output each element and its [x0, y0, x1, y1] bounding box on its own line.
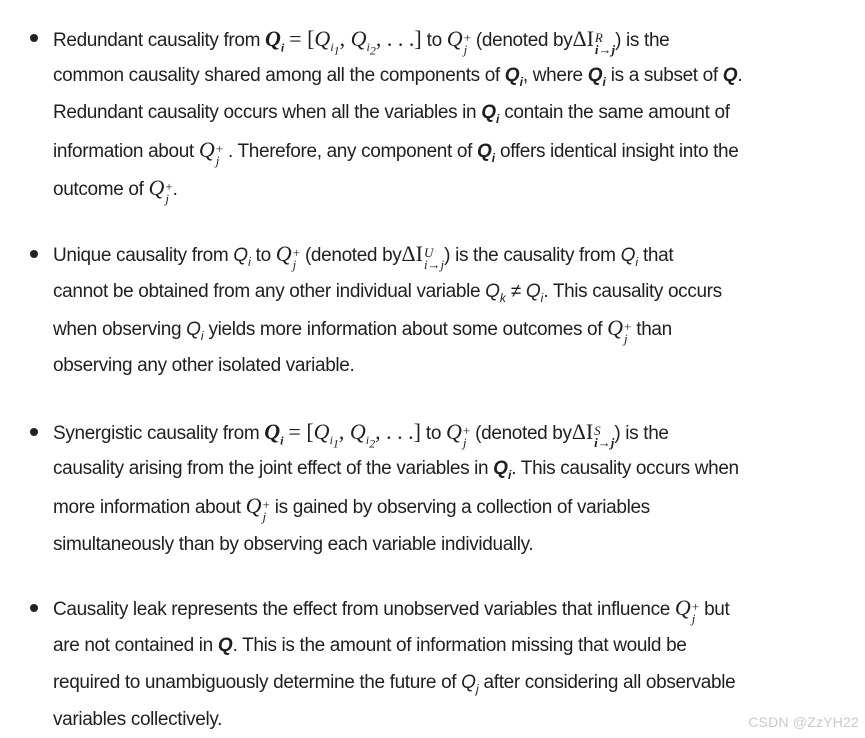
math-symbol: $Q_i$: [265, 26, 285, 55]
text-span: Redundant causality from: [53, 30, 261, 51]
text-line: causality arising from the joint effect of the variables in $Q_i$. This causality occurs when: [53, 458, 739, 482]
text-line: outcome of Q + j .: [53, 175, 178, 206]
text-line: Synergistic causality from $Q_i = [Q_{i_1}$, $Q_{i_2}$, . . .] to Q + j (denoted byΔI S i→j ) is the: [53, 419, 669, 451]
text-line: required to unambiguously determine the future of $Q_j$ after considering all observable: [53, 672, 736, 696]
watermark: CSDN @ZzYH22: [748, 714, 859, 730]
text-line: Causality leak represents the effect from unobserved variables that influence Q + j but: [53, 595, 730, 626]
text-span: (denoted by: [475, 30, 573, 51]
text-span: ) is the: [615, 30, 670, 51]
text-line: common causality shared among all the components of $Q_i$, where $Q_i$ is a subset of Q.: [53, 65, 743, 89]
bullet-icon: [30, 34, 38, 42]
text-line: information about Q + j . Therefore, any component of $Q_i$ offers identical insight into the: [53, 137, 739, 168]
math-symbol: Q + j: [446, 26, 471, 57]
text-line: [53, 27, 669, 56]
math-expression: = [$Q_{i_1}$, $Q_{i_2}$, . . .]: [289, 26, 422, 58]
text-line: when observing $Q_i$ yields more information about some outcomes of Q + j than: [53, 315, 672, 346]
text-line: cannot be obtained from any other individual variable $Q_k \ne Q_i$. This causality occurs: [53, 281, 722, 305]
text-line: observing any other isolated variable.: [53, 355, 355, 376]
text-line: variables collectively.: [53, 709, 222, 730]
text-span: to: [426, 30, 442, 51]
text-line: Redundant causality occurs when all the variables in $Q_i$ contain the same amount of: [53, 102, 730, 126]
bullet-icon: [30, 250, 38, 258]
math-symbol: ΔI R i→j: [572, 26, 616, 57]
bullet-icon: [30, 428, 38, 436]
text-line: more information about Q + j is gained by observing a collection of variables: [53, 493, 650, 524]
text-line: Unique causality from $Q_i$ to Q + j (denoted byΔI U i→j ) is the causality from $Q_i$ that: [53, 241, 674, 272]
text-line: are not contained in Q. This is the amount of information missing that would be: [53, 635, 687, 656]
bullet-icon: [30, 604, 38, 612]
text-line: simultaneously than by observing each variable individually.: [53, 534, 534, 555]
